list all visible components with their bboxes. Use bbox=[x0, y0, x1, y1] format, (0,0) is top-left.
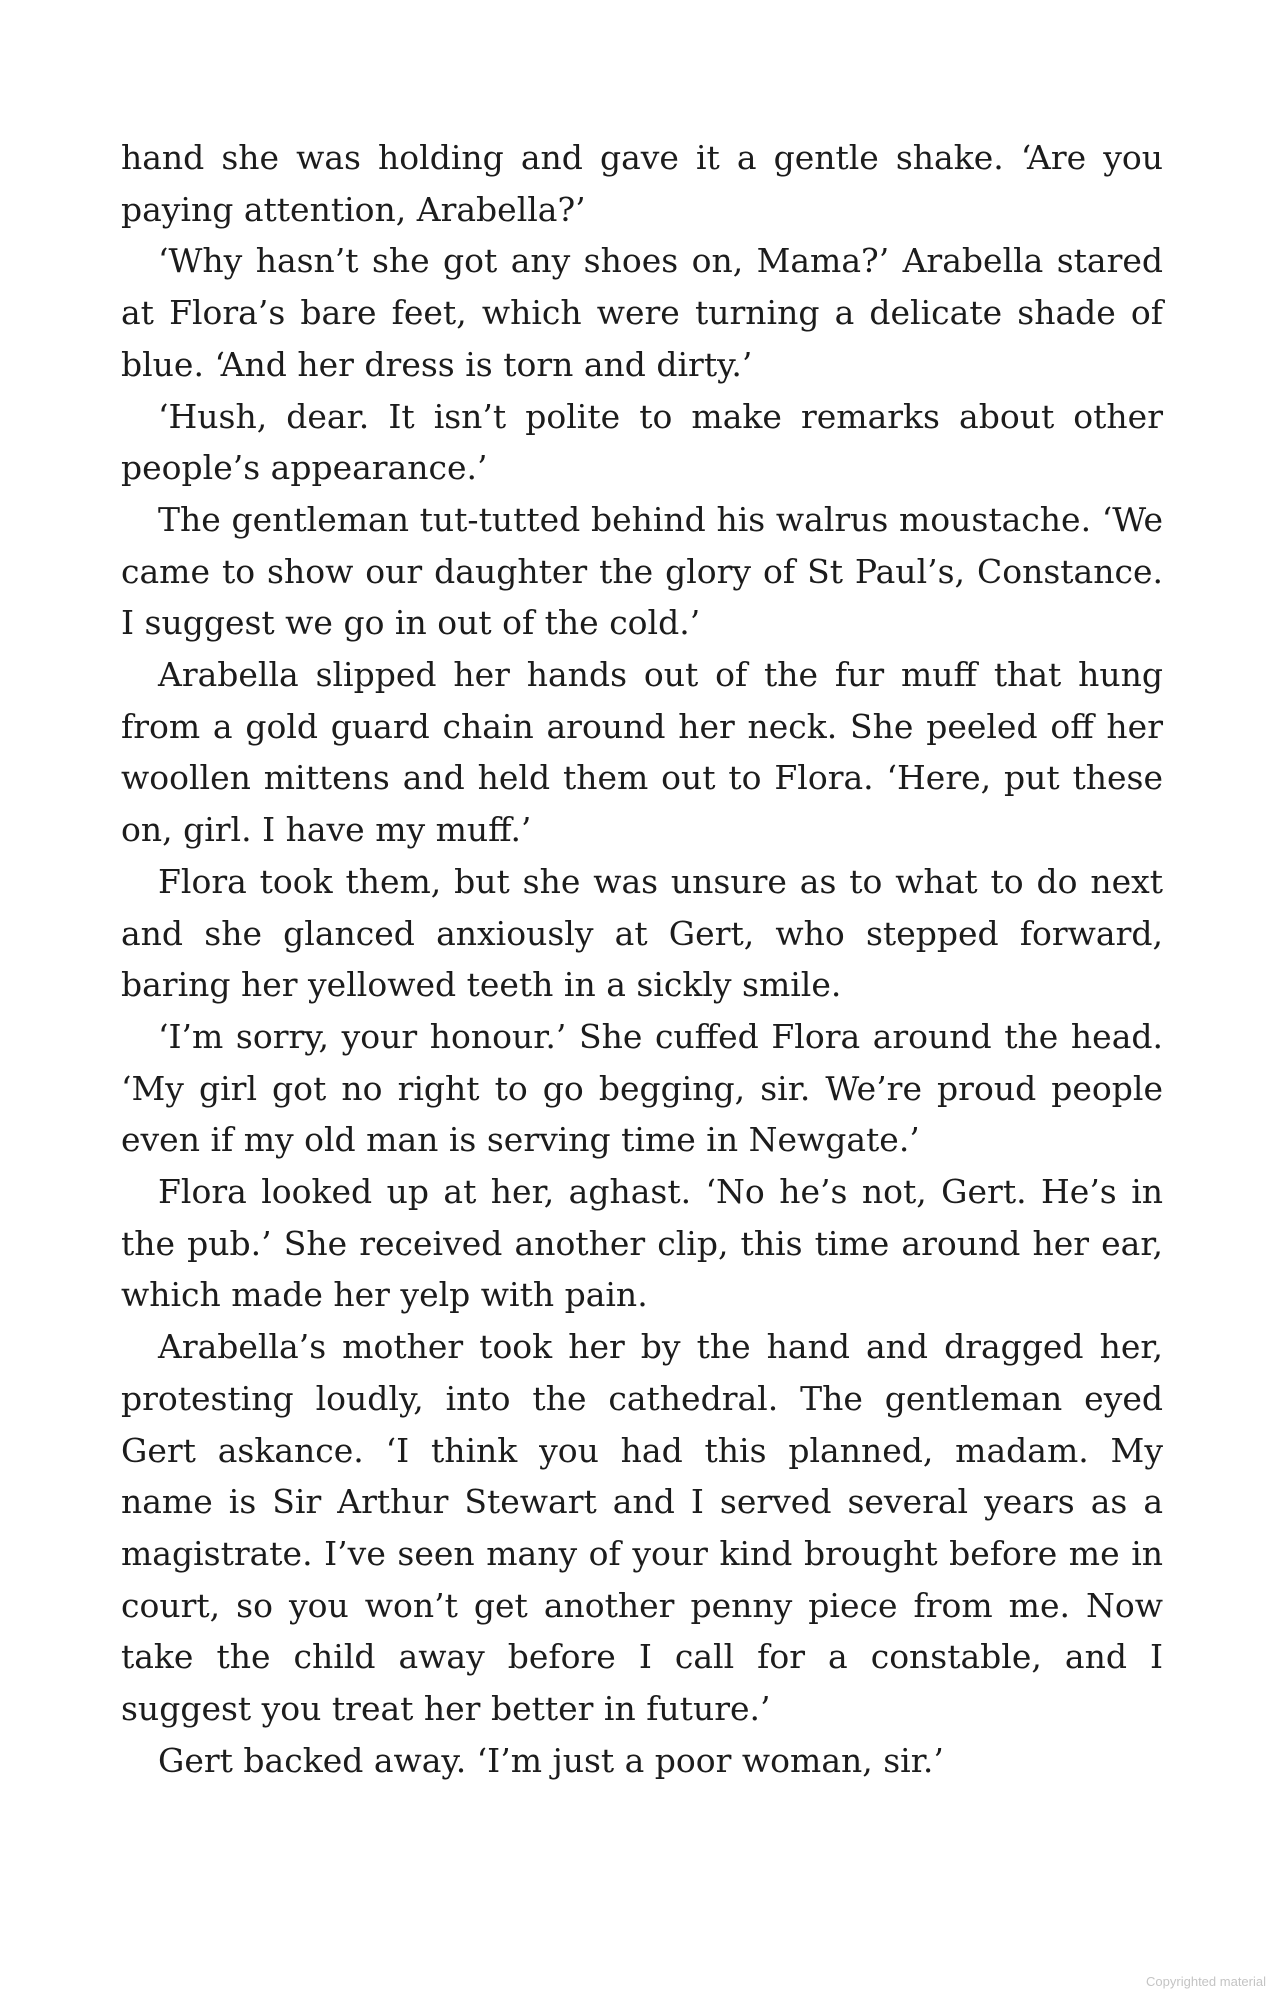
paragraph: hand she was holding and gave it a gentle shake. ‘Are you paying attention, Arabella?’ bbox=[121, 138, 1163, 229]
paragraph: Arabella slipped her hands out of the fur muff that hung from a gold guard chain around her neck. She peeled off her woollen mittens and held them out to Flora. ‘Here, put these on, girl. I have my muff.’ bbox=[121, 655, 1163, 850]
paragraph: ‘Why hasn’t she got any shoes on, Mama?’ Arabella stared at Flora’s bare feet, which were turning a delicate shade of blue. ‘And her dress is torn and dirty.’ bbox=[121, 241, 1163, 384]
paragraph: Arabella’s mother took her by the hand and dragged her, protesting loudly, into the cathedral. The gentleman eyed Gert askance. ‘I think you had this planned, madam. My name is Sir Arthur Stewart and I served several years as a magistrate. I’ve seen many of your kind brought before me in court, so you won’t get another penny piece from me. Now take the child away before I call for a constable, and I suggest you treat her better in future.’ bbox=[121, 1327, 1163, 1729]
paragraph: The gentleman tut-tutted behind his walrus moustache. ‘We came to show our daughter the glory of St Paul’s, Constance. I suggest we go in out of the cold.’ bbox=[121, 499, 1163, 643]
paragraph: Flora looked up at her, aghast. ‘No he’s not, Gert. He’s in the pub.’ She received another clip, this time around her ear, which made her yelp with pain. bbox=[121, 1172, 1163, 1315]
paragraph: ‘I’m sorry, your honour.’ She cuffed Flora around the head. ‘My girl got no right to go begging, sir. We’re proud people even if my old man is serving time in Newgate.’ bbox=[121, 1016, 1163, 1160]
copyright-notice: Copyrighted material bbox=[1146, 1974, 1266, 1989]
paragraph: Flora took them, but she was unsure as to what to do next and she glanced anxiously at Gert, who stepped forward, baring her yellowed teeth in a sickly smile. bbox=[121, 861, 1163, 1005]
paragraph: Gert backed away. ‘I’m just a poor woman, sir.’ bbox=[158, 1740, 944, 1780]
page-body bbox=[121, 132, 1163, 1787]
paragraph: ‘Hush, dear. It isn’t polite to make remarks about other people’s appearance.’ bbox=[121, 396, 1163, 488]
